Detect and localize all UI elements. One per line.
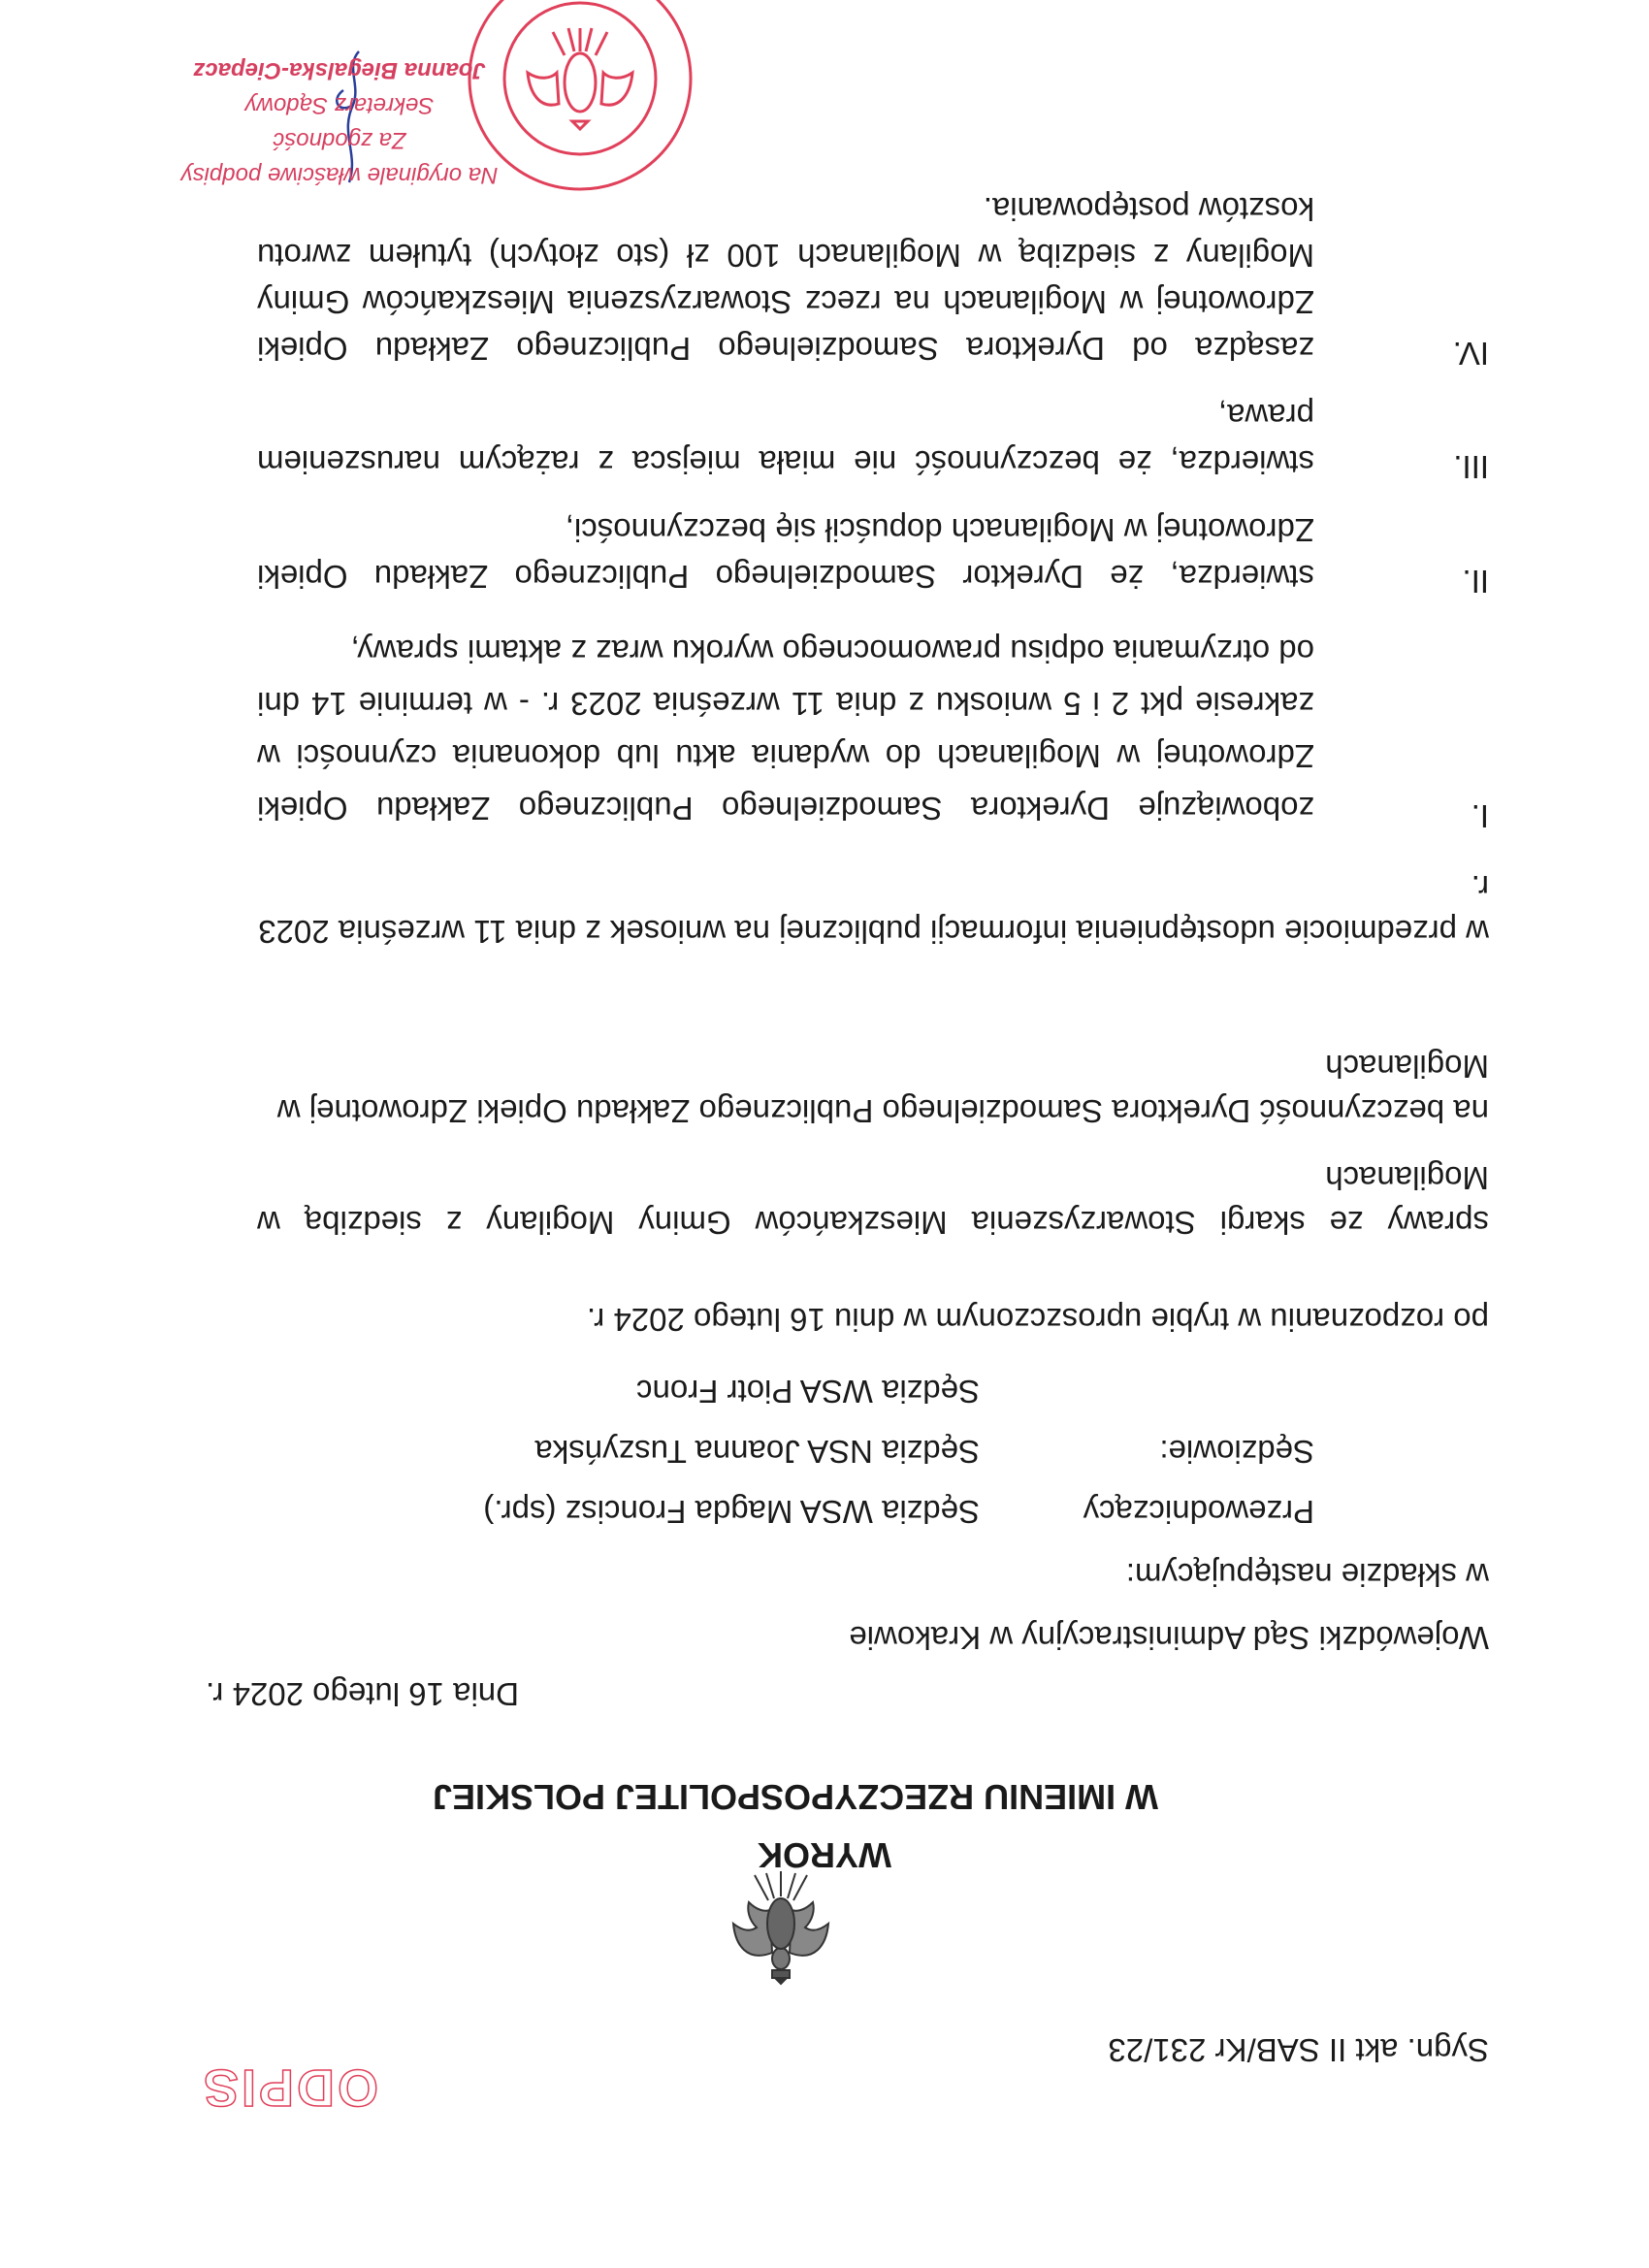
inaction-text: na bezczynność Dyrektora Samodzielnego Publicznego Zakładu Opieki Zdrowotnej w Mogilanach — [276, 1049, 1489, 1129]
subject-text: w przedmiocie udostępnienia informacji publicznej na wniosek z dnia 11 września 2023 r. — [258, 869, 1489, 950]
ruling-text: zasądza od Dyrektora Samodzielnego Publicznego Zakładu Opieki Zdrowotnej w Mogilanach na rzecz Stowarzyszenia Mieszkańców Gminy Mogilany z siedzibą w Mogilanach 100 zł (sto złotych) tytułem zwrotu kosztów postępowania. — [257, 191, 1314, 367]
court-name: Wojewódzki Sąd Administracyjny w Krakowie — [849, 1620, 1489, 1656]
ruling-text: stwierdza, że Dyrektor Samodzielnego Publicznego Zakładu Opieki Zdrowotnej w Mogilanach dopuścił się bezczynności, — [257, 512, 1314, 595]
ruling-text: zobowiązuje Dyrektora Samodzielnego Publicznego Zakładu Opieki Zdrowotnej w Mogilanach do wydania aktu lub dokonania czynności w zakresie pkt 2 i 5 wniosku z dnia 11 września 2023 r. - w terminie 14 dni od otrzymania odpisu prawomocnego wyroku wraz z aktami sprawy, — [257, 633, 1314, 826]
certification-line1: Na oryginale właściwe podpisy — [180, 162, 499, 188]
ruling-number: III. — [1453, 449, 1489, 485]
complaint-text: sprawy ze skargi Stowarzyszenia Mieszkańców Gminy Mogilany z siedzibą w Mogilanach — [257, 1160, 1489, 1241]
ruling-text: stwierdza, że bezczynność nie miała miejsca z rażącym naruszeniem prawa, — [257, 398, 1314, 480]
hearing-line: po rozpoznaniu w trybie uproszczonym w dniu 16 lutego 2024 r. — [586, 1302, 1489, 1338]
ruling-number: I. — [1471, 798, 1489, 834]
certification-line2: Za zgodność — [273, 127, 406, 153]
odpis-stamp: ODPIS — [200, 2058, 378, 2117]
presiding-judge: Sędzia WSA Magda Froncisz (spr.) — [483, 1494, 980, 1530]
judges-label: Sędziowie: — [1159, 1434, 1314, 1470]
presiding-label: Przewodniczący — [1083, 1494, 1314, 1530]
document-subtitle: W IMIENIU RZECZYPOSPOLITEJ POLSKIEJ — [432, 1777, 1159, 1817]
certification-line3: Sekretarz Sądowy — [244, 92, 435, 118]
certification-note — [136, 52, 543, 192]
eagle-emblem-icon — [728, 1865, 834, 1992]
judge-3: Sędzia WSA Piotr Fronc — [636, 1374, 980, 1409]
ruling-number: IV. — [1452, 336, 1489, 372]
composition-intro: w składzie następującym: — [1125, 1557, 1489, 1593]
case-signature: Sygn. akt II SAB/Kr 231/23 — [1108, 2032, 1489, 2068]
judge-2: Sędzia NSA Joanna Tuszyńska — [534, 1434, 980, 1470]
ruling-number: II. — [1462, 564, 1489, 599]
judgment-date: Dnia 16 lutego 2024 r. — [206, 1676, 519, 1712]
document-title: WYROK — [758, 1835, 891, 1875]
certification-name: Joanna Biegalska-Ciepacz — [193, 57, 486, 83]
